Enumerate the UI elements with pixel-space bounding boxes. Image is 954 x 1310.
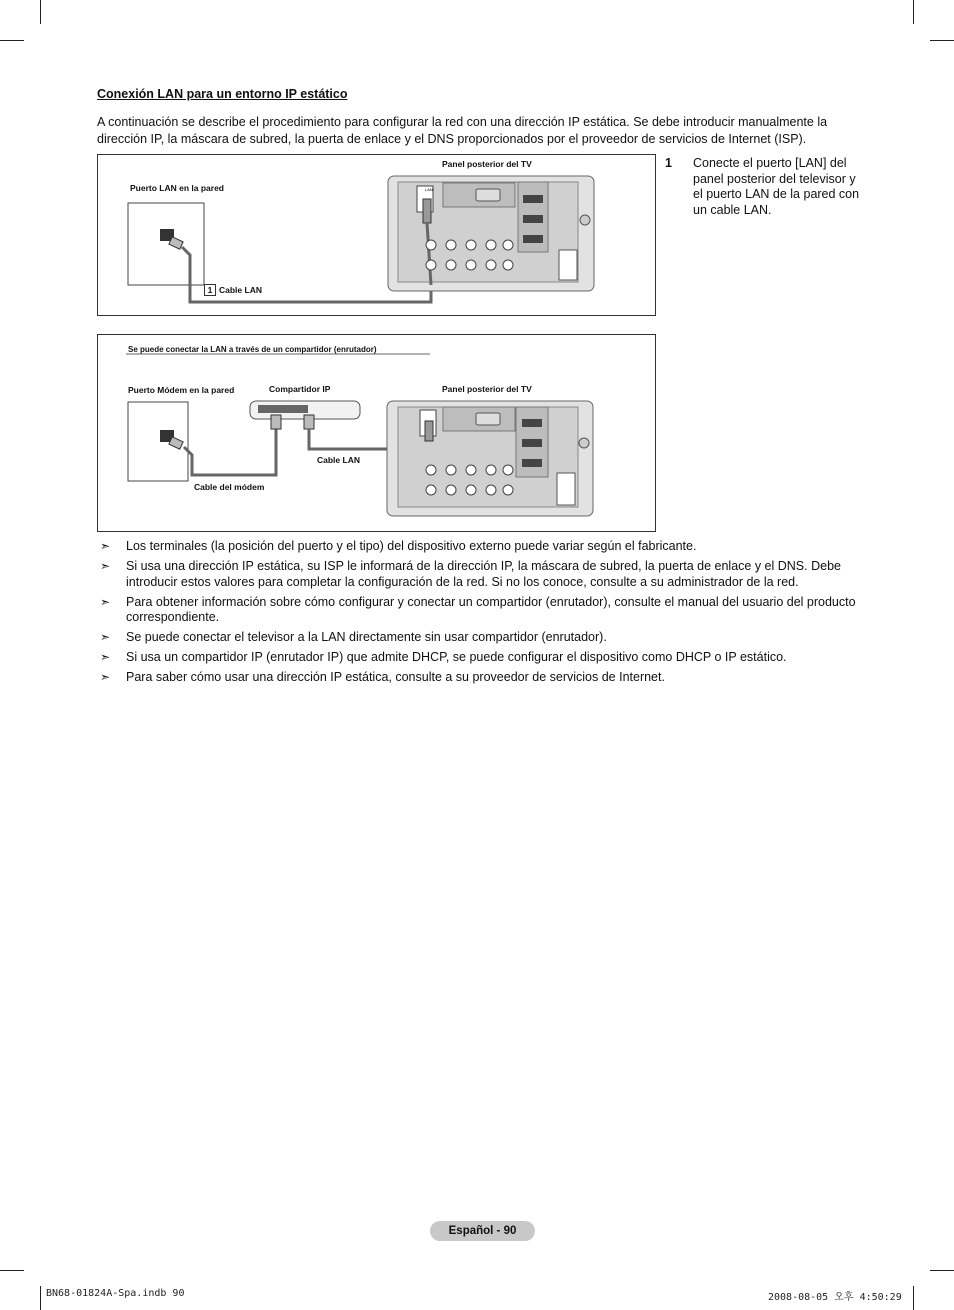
crop-mark bbox=[930, 40, 954, 41]
note-item: ➣ Si usa una dirección IP estática, su ISP le informará de la dirección IP, la máscara de subred, la puerta de enlace y el DNS. Debe introducir estos valores para completar la configuración de la red. Si no los conoce, consulte a su administrador de la red. bbox=[100, 559, 841, 589]
page-number: Español - 90 bbox=[430, 1221, 535, 1241]
cable-lan-label: Cable LAN bbox=[219, 285, 262, 295]
direct-lan-illustration bbox=[98, 155, 657, 317]
note-item: ➣ Si usa un compartidor IP (enrutador IP) que admite DHCP, se puede configurar el dispositivo como DHCP o IP estático. bbox=[100, 650, 787, 664]
step-number: 1 bbox=[665, 156, 672, 170]
note-item: ➣ Los terminales (la posición del puerto y el tipo) del dispositivo externo puede variar según el fabricante. bbox=[100, 539, 697, 553]
tv-panel-label: Panel posterior del TV bbox=[442, 384, 532, 394]
note-marker: ➣ bbox=[100, 539, 111, 553]
crop-mark bbox=[40, 1286, 41, 1310]
lan-cable-label: Cable LAN bbox=[317, 455, 360, 465]
note-marker: ➣ bbox=[100, 630, 111, 644]
router-caption: Se puede conectar la LAN a través de un compartidor (enrutador) bbox=[128, 345, 377, 354]
diagram-router-lan bbox=[97, 334, 656, 532]
wall-lan-label: Puerto LAN en la pared bbox=[130, 183, 224, 193]
router-label: Compartidor IP bbox=[269, 384, 331, 394]
modem-cable-label: Cable del módem bbox=[194, 482, 265, 492]
note-item: ➣ Se puede conectar el televisor a la LAN directamente sin usar compartidor (enrutador). bbox=[100, 630, 607, 644]
diagram-direct-lan bbox=[97, 154, 656, 316]
note-item: ➣ Para saber cómo usar una dirección IP estática, consulte a su proveedor de servicios de Internet. bbox=[100, 670, 665, 684]
intro-paragraph: A continuación se describe el procedimiento para configurar la red con una dirección IP estática. Se debe introducir manualmente la dirección IP, la máscara de subred, la puerta de enlace y el DNS proporcionados por el proveedor de servicios de Internet (ISP). bbox=[97, 115, 828, 146]
tv-lan-port-label: LAN bbox=[425, 187, 433, 192]
crop-mark bbox=[913, 0, 914, 24]
crop-mark bbox=[930, 1270, 954, 1271]
note-marker: ➣ bbox=[100, 559, 111, 573]
file-slug: BN68-01824A-Spa.indb 90 bbox=[46, 1288, 185, 1299]
section-title: Conexión LAN para un entorno IP estático bbox=[97, 87, 348, 101]
note-marker: ➣ bbox=[100, 670, 111, 684]
crop-mark bbox=[40, 0, 41, 24]
crop-mark bbox=[0, 1270, 24, 1271]
note-item: ➣ Para obtener información sobre cómo configurar y conectar un compartidor (enrutador), consulte el manual del usuario del producto correspondiente. bbox=[100, 594, 856, 624]
cable-number: 1 bbox=[204, 284, 216, 296]
note-marker: ➣ bbox=[100, 650, 111, 664]
timestamp-slug: 2008-08-05 오후 4:50:29 bbox=[768, 1292, 902, 1303]
crop-mark bbox=[913, 1286, 914, 1310]
notes-list bbox=[100, 539, 870, 690]
tv-panel-label: Panel posterior del TV bbox=[442, 159, 532, 169]
step-text: Conecte el puerto [LAN] del panel posterior del televisor y el puerto LAN de la pared con un cable LAN. bbox=[693, 156, 860, 217]
crop-mark bbox=[0, 40, 24, 41]
note-marker: ➣ bbox=[100, 594, 111, 609]
wall-modem-label: Puerto Módem en la pared bbox=[128, 385, 235, 395]
router-lan-illustration bbox=[98, 335, 657, 533]
